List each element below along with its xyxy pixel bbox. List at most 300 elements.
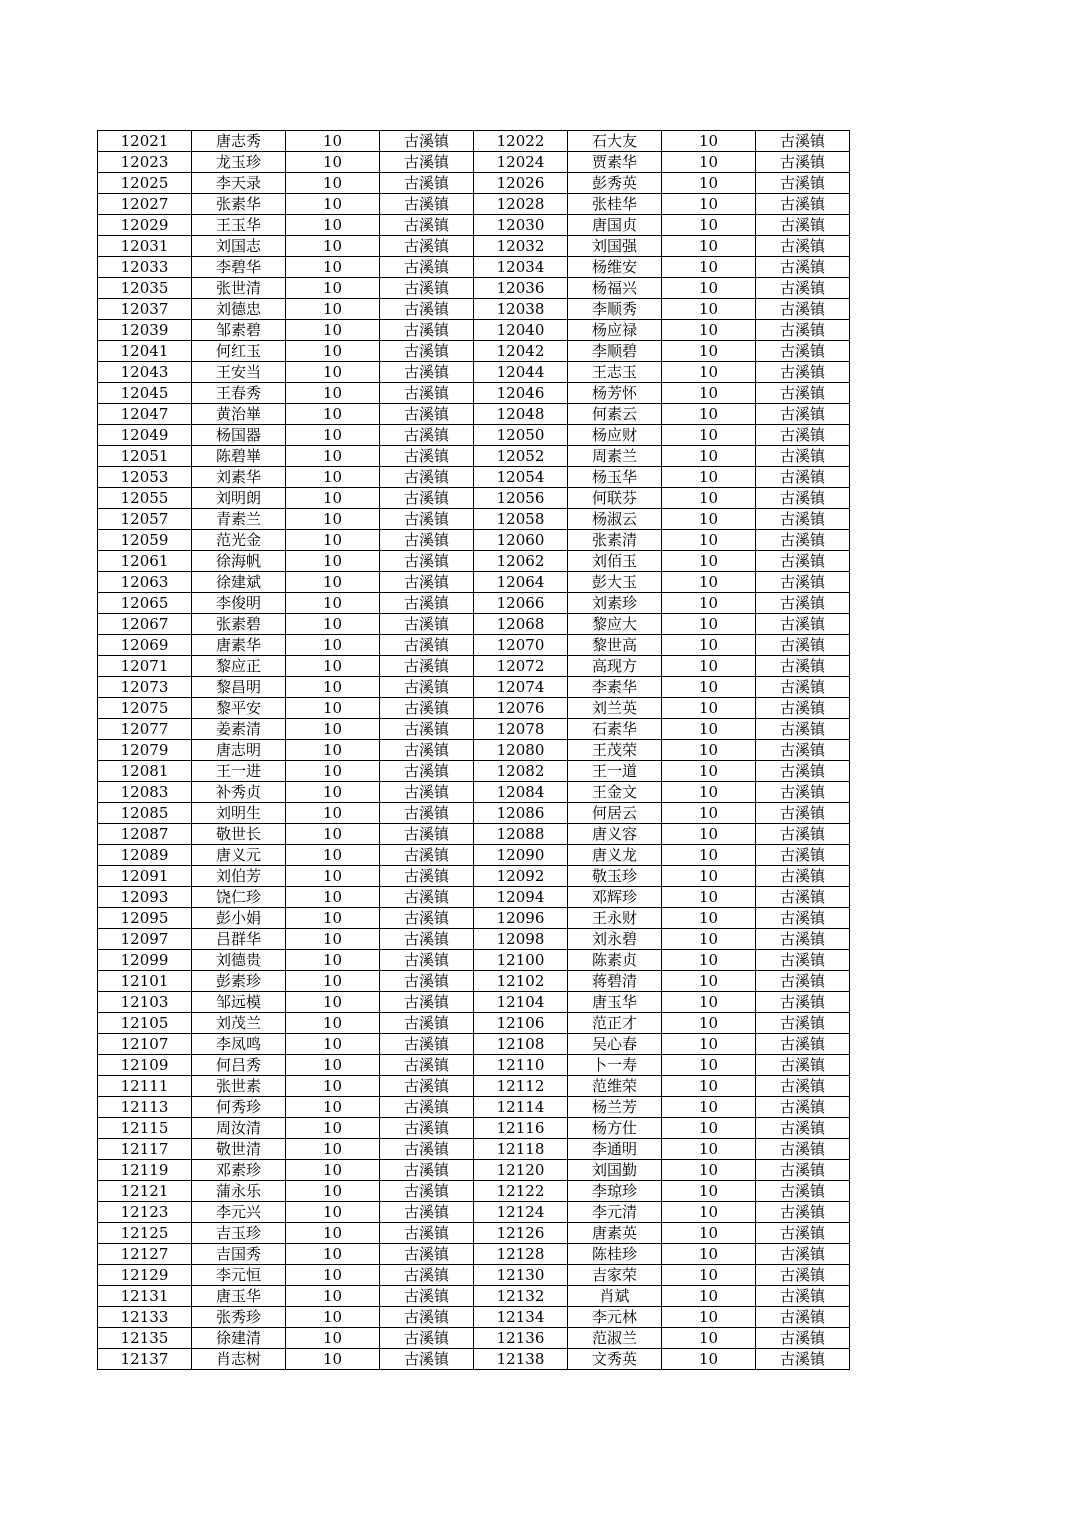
amount-cell: 10: [286, 1013, 380, 1034]
amount-cell: 10: [286, 677, 380, 698]
table-row: [98, 740, 850, 761]
id-cell: 12046: [474, 383, 568, 404]
town-cell: 古溪镇: [380, 1076, 474, 1097]
name-cell: 杨福兴: [568, 278, 662, 299]
amount-cell: 10: [286, 740, 380, 761]
id-cell: 12130: [474, 1265, 568, 1286]
name-cell: 张素碧: [192, 614, 286, 635]
amount-cell: 10: [662, 1181, 756, 1202]
name-cell: 刘德贵: [192, 950, 286, 971]
amount-cell: 10: [286, 488, 380, 509]
name-cell: 唐志明: [192, 740, 286, 761]
amount-cell: 10: [286, 593, 380, 614]
id-cell: 12027: [98, 194, 192, 215]
amount-cell: 10: [286, 782, 380, 803]
amount-cell: 10: [662, 1034, 756, 1055]
town-cell: 古溪镇: [380, 467, 474, 488]
id-cell: 12042: [474, 341, 568, 362]
town-cell: 古溪镇: [756, 173, 850, 194]
amount-cell: 10: [662, 929, 756, 950]
town-cell: 古溪镇: [756, 236, 850, 257]
amount-cell: 10: [286, 1265, 380, 1286]
town-cell: 古溪镇: [756, 824, 850, 845]
id-cell: 12023: [98, 152, 192, 173]
name-cell: 卜一寿: [568, 1055, 662, 1076]
id-cell: 12029: [98, 215, 192, 236]
name-cell: 杨芳怀: [568, 383, 662, 404]
town-cell: 古溪镇: [756, 1265, 850, 1286]
table-row: [98, 929, 850, 950]
town-cell: 古溪镇: [380, 698, 474, 719]
name-cell: 张桂华: [568, 194, 662, 215]
town-cell: 古溪镇: [756, 761, 850, 782]
amount-cell: 10: [286, 278, 380, 299]
amount-cell: 10: [286, 635, 380, 656]
id-cell: 12132: [474, 1286, 568, 1307]
town-cell: 古溪镇: [756, 1307, 850, 1328]
town-cell: 古溪镇: [756, 362, 850, 383]
town-cell: 古溪镇: [756, 1223, 850, 1244]
id-cell: 12026: [474, 173, 568, 194]
name-cell: 吉家荣: [568, 1265, 662, 1286]
town-cell: 古溪镇: [756, 572, 850, 593]
id-cell: 12064: [474, 572, 568, 593]
town-cell: 古溪镇: [380, 320, 474, 341]
table-row: [98, 698, 850, 719]
id-cell: 12084: [474, 782, 568, 803]
amount-cell: 10: [662, 1076, 756, 1097]
amount-cell: 10: [662, 131, 756, 152]
id-cell: 12103: [98, 992, 192, 1013]
name-cell: 李元清: [568, 1202, 662, 1223]
amount-cell: 10: [662, 404, 756, 425]
amount-cell: 10: [662, 593, 756, 614]
id-cell: 12058: [474, 509, 568, 530]
amount-cell: 10: [286, 1097, 380, 1118]
name-cell: 何素云: [568, 404, 662, 425]
amount-cell: 10: [662, 698, 756, 719]
amount-cell: 10: [286, 887, 380, 908]
amount-cell: 10: [286, 1307, 380, 1328]
name-cell: 刘国强: [568, 236, 662, 257]
amount-cell: 10: [286, 383, 380, 404]
town-cell: 古溪镇: [380, 761, 474, 782]
amount-cell: 10: [662, 488, 756, 509]
amount-cell: 10: [286, 404, 380, 425]
town-cell: 古溪镇: [380, 845, 474, 866]
town-cell: 古溪镇: [380, 1118, 474, 1139]
id-cell: 12024: [474, 152, 568, 173]
town-cell: 古溪镇: [380, 278, 474, 299]
id-cell: 12060: [474, 530, 568, 551]
town-cell: 古溪镇: [380, 215, 474, 236]
name-cell: 唐玉华: [192, 1286, 286, 1307]
name-cell: 邹素碧: [192, 320, 286, 341]
name-cell: 李碧华: [192, 257, 286, 278]
id-cell: 12131: [98, 1286, 192, 1307]
table-row: [98, 824, 850, 845]
name-cell: 何吕秀: [192, 1055, 286, 1076]
id-cell: 12138: [474, 1349, 568, 1370]
name-cell: 饶仁珍: [192, 887, 286, 908]
name-cell: 李凤鸣: [192, 1034, 286, 1055]
id-cell: 12121: [98, 1181, 192, 1202]
id-cell: 12127: [98, 1244, 192, 1265]
name-cell: 杨玉华: [568, 467, 662, 488]
town-cell: 古溪镇: [380, 257, 474, 278]
amount-cell: 10: [286, 719, 380, 740]
town-cell: 古溪镇: [380, 1160, 474, 1181]
town-cell: 古溪镇: [380, 824, 474, 845]
id-cell: 12049: [98, 425, 192, 446]
id-cell: 12051: [98, 446, 192, 467]
id-cell: 12124: [474, 1202, 568, 1223]
name-cell: 彭大玉: [568, 572, 662, 593]
name-cell: 蒋碧清: [568, 971, 662, 992]
table-row: [98, 1223, 850, 1244]
id-cell: 12126: [474, 1223, 568, 1244]
amount-cell: 10: [662, 1139, 756, 1160]
id-cell: 12041: [98, 341, 192, 362]
amount-cell: 10: [286, 656, 380, 677]
name-cell: 王一道: [568, 761, 662, 782]
town-cell: 古溪镇: [756, 194, 850, 215]
name-cell: 杨国器: [192, 425, 286, 446]
amount-cell: 10: [662, 383, 756, 404]
town-cell: 古溪镇: [380, 887, 474, 908]
id-cell: 12063: [98, 572, 192, 593]
amount-cell: 10: [286, 572, 380, 593]
name-cell: 刘素珍: [568, 593, 662, 614]
amount-cell: 10: [662, 1202, 756, 1223]
name-cell: 陈素贞: [568, 950, 662, 971]
name-cell: 李元兴: [192, 1202, 286, 1223]
town-cell: 古溪镇: [380, 1307, 474, 1328]
id-cell: 12032: [474, 236, 568, 257]
id-cell: 12110: [474, 1055, 568, 1076]
id-cell: 12111: [98, 1076, 192, 1097]
town-cell: 古溪镇: [380, 194, 474, 215]
id-cell: 12076: [474, 698, 568, 719]
id-cell: 12107: [98, 1034, 192, 1055]
town-cell: 古溪镇: [380, 404, 474, 425]
name-cell: 王玉华: [192, 215, 286, 236]
amount-cell: 10: [662, 1118, 756, 1139]
table-row: [98, 782, 850, 803]
amount-cell: 10: [286, 467, 380, 488]
town-cell: 古溪镇: [380, 677, 474, 698]
town-cell: 古溪镇: [756, 341, 850, 362]
town-cell: 古溪镇: [756, 656, 850, 677]
amount-cell: 10: [286, 131, 380, 152]
id-cell: 12070: [474, 635, 568, 656]
amount-cell: 10: [286, 1160, 380, 1181]
table-row: [98, 1097, 850, 1118]
id-cell: 12134: [474, 1307, 568, 1328]
town-cell: 古溪镇: [380, 908, 474, 929]
amount-cell: 10: [286, 866, 380, 887]
town-cell: 古溪镇: [756, 215, 850, 236]
town-cell: 古溪镇: [380, 299, 474, 320]
table-row: [98, 1244, 850, 1265]
town-cell: 古溪镇: [380, 488, 474, 509]
name-cell: 彭素珍: [192, 971, 286, 992]
amount-cell: 10: [286, 173, 380, 194]
amount-cell: 10: [662, 362, 756, 383]
town-cell: 古溪镇: [756, 950, 850, 971]
name-cell: 何联芬: [568, 488, 662, 509]
amount-cell: 10: [662, 194, 756, 215]
name-cell: 刘永碧: [568, 929, 662, 950]
name-cell: 刘国勤: [568, 1160, 662, 1181]
id-cell: 12091: [98, 866, 192, 887]
amount-cell: 10: [286, 320, 380, 341]
town-cell: 古溪镇: [380, 341, 474, 362]
table-row: [98, 1160, 850, 1181]
id-cell: 12069: [98, 635, 192, 656]
town-cell: 古溪镇: [756, 740, 850, 761]
name-cell: 周汝清: [192, 1118, 286, 1139]
id-cell: 12033: [98, 257, 192, 278]
table-row: [98, 677, 850, 698]
name-cell: 补秀贞: [192, 782, 286, 803]
name-cell: 邓辉珍: [568, 887, 662, 908]
id-cell: 12089: [98, 845, 192, 866]
name-cell: 陈桂珍: [568, 1244, 662, 1265]
table-row: [98, 761, 850, 782]
data-table: [97, 130, 850, 1370]
town-cell: 古溪镇: [756, 887, 850, 908]
amount-cell: 10: [662, 530, 756, 551]
name-cell: 张世素: [192, 1076, 286, 1097]
id-cell: 12129: [98, 1265, 192, 1286]
name-cell: 李俊明: [192, 593, 286, 614]
id-cell: 12096: [474, 908, 568, 929]
table-row: [98, 1076, 850, 1097]
table-row: [98, 719, 850, 740]
amount-cell: 10: [662, 467, 756, 488]
name-cell: 刘明朗: [192, 488, 286, 509]
amount-cell: 10: [662, 551, 756, 572]
id-cell: 12039: [98, 320, 192, 341]
name-cell: 徐建清: [192, 1328, 286, 1349]
table-row: [98, 278, 850, 299]
town-cell: 古溪镇: [380, 1286, 474, 1307]
id-cell: 12100: [474, 950, 568, 971]
town-cell: 古溪镇: [380, 929, 474, 950]
name-cell: 范正才: [568, 1013, 662, 1034]
table-row: [98, 509, 850, 530]
name-cell: 徐建斌: [192, 572, 286, 593]
name-cell: 王金文: [568, 782, 662, 803]
amount-cell: 10: [286, 152, 380, 173]
amount-cell: 10: [662, 1349, 756, 1370]
town-cell: 古溪镇: [380, 1181, 474, 1202]
name-cell: 刘素华: [192, 467, 286, 488]
name-cell: 范光金: [192, 530, 286, 551]
amount-cell: 10: [662, 719, 756, 740]
name-cell: 唐素英: [568, 1223, 662, 1244]
amount-cell: 10: [286, 971, 380, 992]
table-row: [98, 887, 850, 908]
name-cell: 王茂荣: [568, 740, 662, 761]
table-row: [98, 1034, 850, 1055]
name-cell: 唐义龙: [568, 845, 662, 866]
id-cell: 12086: [474, 803, 568, 824]
amount-cell: 10: [662, 173, 756, 194]
name-cell: 黎世高: [568, 635, 662, 656]
table-row: [98, 257, 850, 278]
table-row: [98, 1055, 850, 1076]
name-cell: 唐国贞: [568, 215, 662, 236]
name-cell: 范维荣: [568, 1076, 662, 1097]
id-cell: 12025: [98, 173, 192, 194]
amount-cell: 10: [662, 740, 756, 761]
town-cell: 古溪镇: [380, 1097, 474, 1118]
id-cell: 12094: [474, 887, 568, 908]
id-cell: 12077: [98, 719, 192, 740]
amount-cell: 10: [286, 803, 380, 824]
town-cell: 古溪镇: [380, 803, 474, 824]
town-cell: 古溪镇: [756, 782, 850, 803]
name-cell: 李通明: [568, 1139, 662, 1160]
name-cell: 何红玉: [192, 341, 286, 362]
amount-cell: 10: [662, 992, 756, 1013]
name-cell: 肖志树: [192, 1349, 286, 1370]
town-cell: 古溪镇: [756, 1097, 850, 1118]
amount-cell: 10: [286, 551, 380, 572]
id-cell: 12123: [98, 1202, 192, 1223]
name-cell: 张秀珍: [192, 1307, 286, 1328]
name-cell: 王志玉: [568, 362, 662, 383]
town-cell: 古溪镇: [380, 1202, 474, 1223]
amount-cell: 10: [662, 677, 756, 698]
amount-cell: 10: [286, 194, 380, 215]
town-cell: 古溪镇: [380, 1244, 474, 1265]
table-row: [98, 803, 850, 824]
id-cell: 12071: [98, 656, 192, 677]
town-cell: 古溪镇: [380, 152, 474, 173]
id-cell: 12062: [474, 551, 568, 572]
town-cell: 古溪镇: [756, 1181, 850, 1202]
name-cell: 范淑兰: [568, 1328, 662, 1349]
amount-cell: 10: [286, 1349, 380, 1370]
name-cell: 杨维安: [568, 257, 662, 278]
name-cell: 黎应正: [192, 656, 286, 677]
name-cell: 唐素华: [192, 635, 286, 656]
amount-cell: 10: [662, 1244, 756, 1265]
town-cell: 古溪镇: [756, 1349, 850, 1370]
id-cell: 12066: [474, 593, 568, 614]
id-cell: 12053: [98, 467, 192, 488]
amount-cell: 10: [662, 425, 756, 446]
id-cell: 12101: [98, 971, 192, 992]
amount-cell: 10: [286, 236, 380, 257]
town-cell: 古溪镇: [380, 383, 474, 404]
table-row: [98, 152, 850, 173]
table-row: [98, 1139, 850, 1160]
town-cell: 古溪镇: [380, 950, 474, 971]
id-cell: 12031: [98, 236, 192, 257]
town-cell: 古溪镇: [756, 152, 850, 173]
amount-cell: 10: [662, 971, 756, 992]
id-cell: 12115: [98, 1118, 192, 1139]
table-row: [98, 425, 850, 446]
town-cell: 古溪镇: [380, 551, 474, 572]
name-cell: 贾素华: [568, 152, 662, 173]
name-cell: 唐志秀: [192, 131, 286, 152]
id-cell: 12087: [98, 824, 192, 845]
id-cell: 12119: [98, 1160, 192, 1181]
town-cell: 古溪镇: [756, 1013, 850, 1034]
id-cell: 12021: [98, 131, 192, 152]
name-cell: 李顺碧: [568, 341, 662, 362]
table-row: [98, 446, 850, 467]
id-cell: 12040: [474, 320, 568, 341]
id-cell: 12092: [474, 866, 568, 887]
amount-cell: 10: [286, 614, 380, 635]
name-cell: 李元恒: [192, 1265, 286, 1286]
name-cell: 石素华: [568, 719, 662, 740]
table-row: [98, 572, 850, 593]
id-cell: 12114: [474, 1097, 568, 1118]
town-cell: 古溪镇: [756, 1202, 850, 1223]
id-cell: 12037: [98, 299, 192, 320]
town-cell: 古溪镇: [380, 362, 474, 383]
name-cell: 敬世长: [192, 824, 286, 845]
name-cell: 刘佰玉: [568, 551, 662, 572]
table-row: [98, 1328, 850, 1349]
town-cell: 古溪镇: [756, 929, 850, 950]
id-cell: 12054: [474, 467, 568, 488]
amount-cell: 10: [662, 887, 756, 908]
town-cell: 古溪镇: [756, 488, 850, 509]
table-body: [98, 131, 850, 1370]
town-cell: 古溪镇: [380, 593, 474, 614]
name-cell: 邓素珍: [192, 1160, 286, 1181]
amount-cell: 10: [662, 1307, 756, 1328]
id-cell: 12136: [474, 1328, 568, 1349]
amount-cell: 10: [286, 845, 380, 866]
table-row: [98, 1181, 850, 1202]
id-cell: 12055: [98, 488, 192, 509]
name-cell: 吕群华: [192, 929, 286, 950]
id-cell: 12043: [98, 362, 192, 383]
name-cell: 唐玉华: [568, 992, 662, 1013]
town-cell: 古溪镇: [380, 425, 474, 446]
name-cell: 杨兰芳: [568, 1097, 662, 1118]
table-row: [98, 1118, 850, 1139]
amount-cell: 10: [662, 1097, 756, 1118]
amount-cell: 10: [286, 257, 380, 278]
id-cell: 12137: [98, 1349, 192, 1370]
id-cell: 12073: [98, 677, 192, 698]
name-cell: 李素华: [568, 677, 662, 698]
town-cell: 古溪镇: [756, 320, 850, 341]
amount-cell: 10: [286, 299, 380, 320]
name-cell: 吉玉珍: [192, 1223, 286, 1244]
amount-cell: 10: [286, 425, 380, 446]
town-cell: 古溪镇: [756, 551, 850, 572]
amount-cell: 10: [662, 509, 756, 530]
town-cell: 古溪镇: [756, 278, 850, 299]
id-cell: 12035: [98, 278, 192, 299]
name-cell: 黎平安: [192, 698, 286, 719]
amount-cell: 10: [286, 215, 380, 236]
town-cell: 古溪镇: [380, 782, 474, 803]
id-cell: 12122: [474, 1181, 568, 1202]
table-row: [98, 362, 850, 383]
